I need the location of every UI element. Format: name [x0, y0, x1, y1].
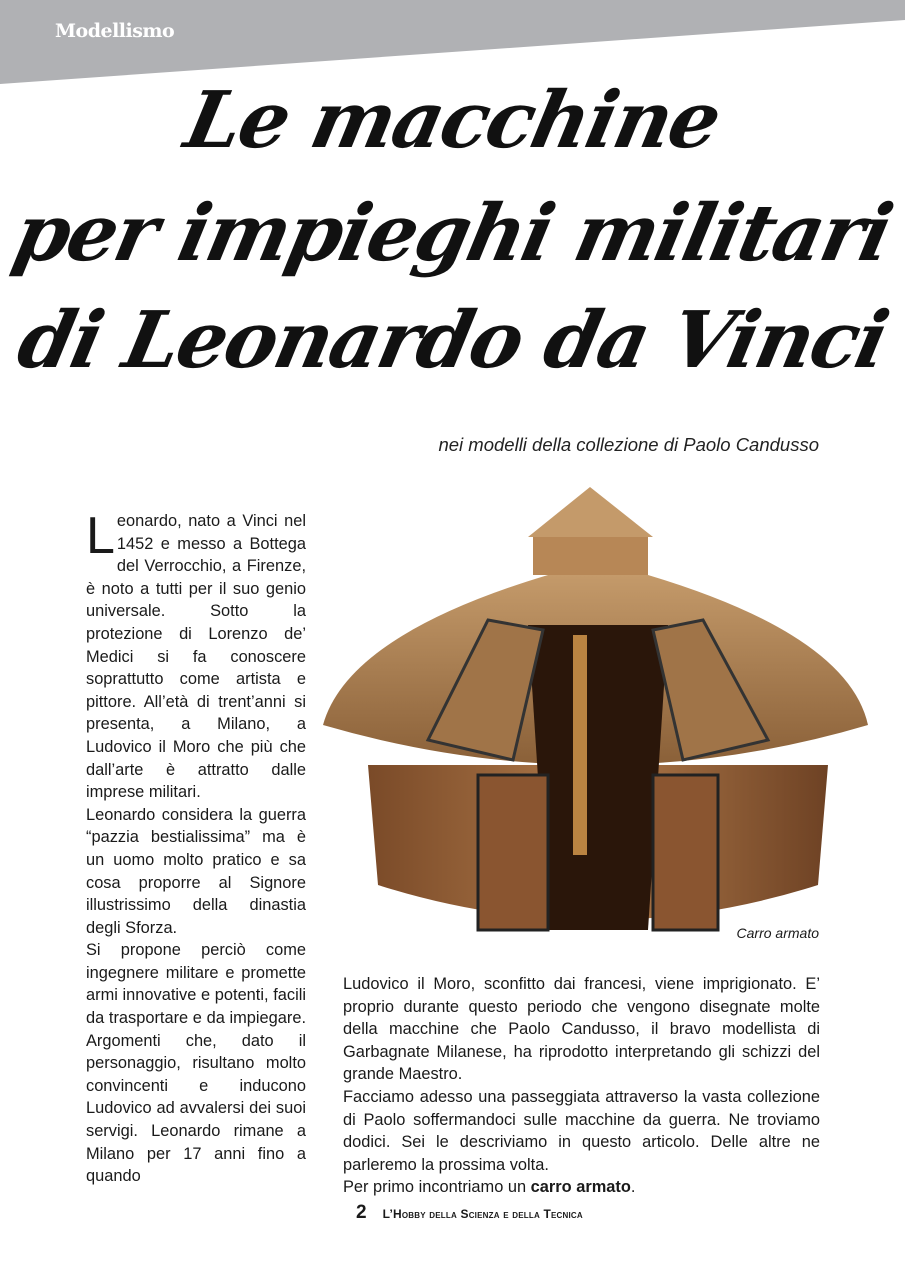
paragraph: Leonardo considera la guerra “pazzia bestialissima” ma è un uomo molto pratico e sa cosa proporre al Signore illustrissimo della dinastia degli Sforza.: [86, 805, 306, 937]
left-column: [86, 507, 306, 1188]
tank-model-photo: [318, 485, 873, 940]
magazine-title: L’Hobby della Scienza e della Tecnica: [382, 1207, 583, 1221]
title-line-3: di Leonardo da Vinci: [10, 295, 895, 386]
subtitle: nei modelli della collezione di Paolo Candusso: [438, 434, 819, 455]
page-number: 2: [356, 1202, 367, 1223]
paragraph: Per primo incontriamo un carro armato.: [343, 1178, 636, 1197]
footer: [356, 1202, 583, 1224]
header-band: [0, 0, 905, 84]
paragraph: Facciamo adesso una passeggiata attraverso la vasta collezione di Paolo soffermandoci sulle macchine da guerra. Ne troviamo dodici. Sei le descriviamo in questo articolo. Delle altre ne parleremo la prossima volta.: [343, 1087, 820, 1174]
photo-caption: Carro armato: [736, 925, 819, 941]
paragraph: Si propone perciò come ingegnere militare e promette armi innovative e potenti, facili da trasportare e da impiegare. Argomenti che, dato il personaggio, risultano molto convincenti e inducono Ludovico ad avvalersi dei suoi servigi. Leonardo rimane a Milano per 17 anni fino a quando: [86, 941, 306, 1186]
title-line-2: per impieghi militari: [6, 188, 899, 279]
right-column: [343, 973, 820, 1199]
paragraph: Leonardo, nato a Vinci nel 1452 e messo a Bottega del Verrocchio, a Firenze, è noto a tutti per il suo genio universale. Sotto la protezione di Lorenzo de’ Medici si fa conoscere soprattutto come artista e pittore. All’età di trent’anni si presenta, a Milano, a Ludovico il Moro che più che dall’arte è attratto dalle imprese militari.: [86, 507, 306, 802]
paragraph: Ludovico il Moro, sconfitto dai francesi, viene imprigionato. E’ proprio durante questo periodo che vengono disegnate molte della macchine che Paolo Candusso, il bravo modellista di Garbagnate Milanese, ha riprodotto interpretando gli schizzi del grande Maestro.: [343, 975, 820, 1084]
section-label: Modellismo: [55, 20, 175, 42]
bold-term: carro armato: [530, 1178, 631, 1197]
drop-cap: L: [86, 507, 115, 565]
title-line-1: Le macchine: [177, 75, 728, 166]
